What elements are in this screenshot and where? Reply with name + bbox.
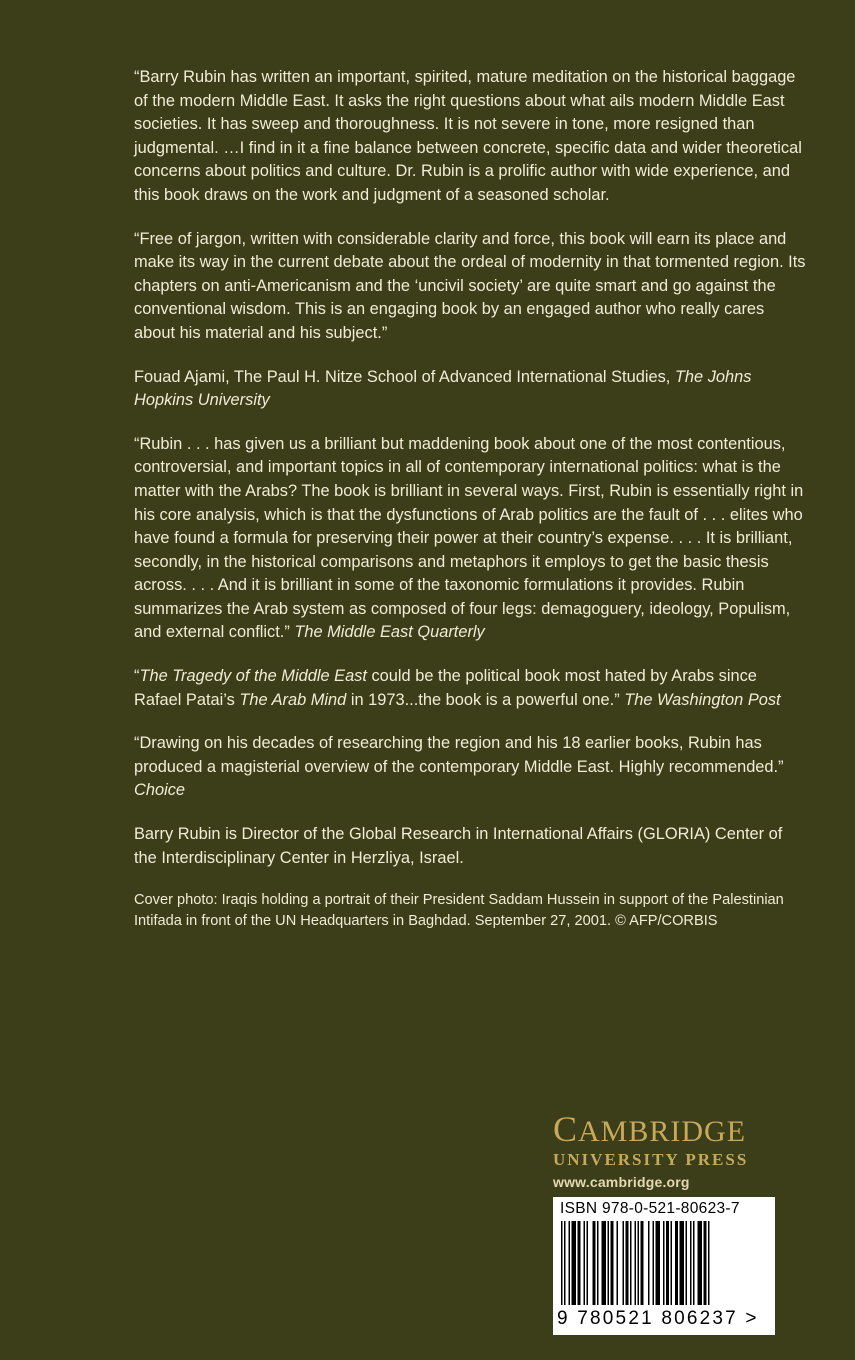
publisher-initial: C bbox=[553, 1109, 579, 1149]
quote3-text: “Rubin . . . has given us a brilliant but maddening book about one of the most contentious, controversial, and important topics in all of contemporary international politics: what is the matter with the Arabs? The book is brilliant in several ways. First, Rubin is essentially right in his core analysis, which is that the dysfunctions of Arab politics are the fault of . . . elites who have found a formula for preserving their power at their country’s expense. . . . It is brilliant, secondly, in the historical comparisons and metaphors it employs to get the basic thesis across. . . . And it is brilliant in some of the taxonomic formulations it provides. Rubin summarizes the Arab system as composed of four legs: demagoguery, ideology, Populism, and external conflict.” bbox=[134, 434, 804, 642]
publisher-name-rest: AMBRIDGE bbox=[578, 1115, 747, 1148]
quote4-other-title: The Arab Mind bbox=[239, 690, 347, 709]
cover-photo-credit: Cover photo: Iraqis holding a portrait of their President Saddam Hussein in support of the Palestinian Intifada in front of the UN Headquarters in Baghdad. September 27, 2001. © AFP/CORBIS bbox=[134, 892, 784, 930]
review-attribution-1 bbox=[134, 366, 806, 413]
attribution-text: Fouad Ajami, The Paul H. Nitze School of Advanced International Studies, bbox=[134, 367, 675, 386]
blurb-column bbox=[134, 66, 806, 952]
quote4-mid1: could be the political book most hated by Arabs since Rafael Patai’s bbox=[134, 667, 757, 709]
review-quote-4 bbox=[134, 665, 806, 712]
quote4-book-title: The Tragedy of the Middle East bbox=[139, 667, 367, 686]
author-bio: Barry Rubin is Director of the Global Research in International Affairs (GLORIA) Center of the Interdisciplinary Center in Herzliya, Israel. bbox=[134, 825, 783, 867]
quote5-text: “Drawing on his decades of researching the region and his 18 earlier books, Rubin has produced a magisterial overview of the contemporary Middle East. Highly recommended.” bbox=[134, 734, 784, 776]
publisher-name bbox=[553, 1109, 778, 1149]
publisher-logo bbox=[553, 1109, 778, 1190]
isbn-digits: 9 780521 806237 > bbox=[557, 1308, 759, 1329]
quote4-open: “ bbox=[134, 667, 140, 686]
isbn-label: ISBN 978-0-521-80623-7 bbox=[560, 1200, 740, 1217]
quote4-source: The Washington Post bbox=[624, 690, 781, 709]
quote3-source: The Middle East Quarterly bbox=[294, 623, 485, 642]
barcode-icon bbox=[561, 1221, 759, 1305]
review-quote-5 bbox=[134, 732, 806, 803]
quote5-source: Choice bbox=[134, 781, 186, 800]
review-quote-3 bbox=[134, 433, 806, 645]
quote4-mid2: in 1973...the book is a powerful one.” bbox=[346, 690, 625, 709]
review-quote-1: “Barry Rubin has written an important, spirited, mature meditation on the historical baggage of the modern Middle East. It asks the right questions about what ails modern Middle East societies. It has sweep and thoroughness. It is not severe in tone, more resigned than judgmental. …I find in it a fine balance between concrete, specific data and wider theoretical concerns about politics and culture. Dr. Rubin is a prolific author with wide experience, and this book draws on the work and judgment of a seasoned scholar. bbox=[134, 68, 802, 204]
attribution-institution: The Johns Hopkins University bbox=[134, 367, 752, 410]
isbn-barcode bbox=[553, 1197, 775, 1335]
publisher-url: www.cambridge.org bbox=[553, 1174, 690, 1190]
review-quote-2: “Free of jargon, written with considerable clarity and force, this book will earn its place and make its way in the current debate about the ordeal of modernity in that tormented region. Its chapters on anti-Americanism and the ‘uncivil society’ are quite smart and go against the conventional wisdom. This is an engaging book by an engaged author who really cares about his material and his subject.” bbox=[134, 229, 806, 342]
publisher-press: UNIVERSITY PRESS bbox=[553, 1150, 749, 1169]
